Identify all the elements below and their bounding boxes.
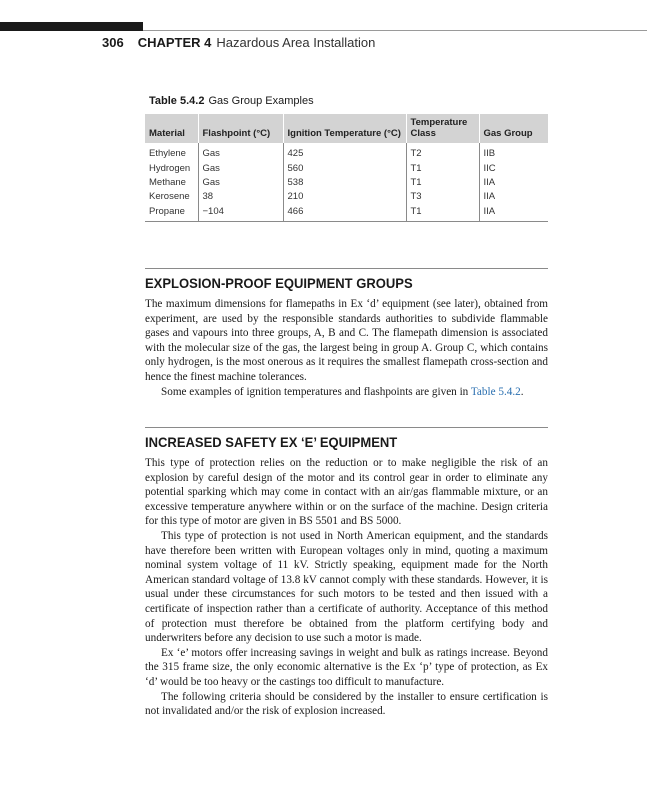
paragraph (145, 385, 548, 400)
running-head (102, 35, 375, 50)
table-header-row (145, 114, 548, 143)
table-cell: Gas (198, 176, 283, 190)
column-header: Gas Group (479, 114, 548, 143)
page-number: 306 (102, 35, 124, 50)
table-cell: IIB (479, 143, 548, 161)
table-cell: T2 (406, 143, 479, 161)
paragraph: Ex ‘e’ motors offer increasing savings in weight and bulk as ratings increase. Beyond the 315 frame size, the only economic alternative is the Ex ‘p’ type of protection, as Ex ‘d’ would be too heavy or the castings too difficult to manufacture. (145, 646, 548, 688)
column-header: Flashpoint (°C) (198, 114, 283, 143)
table-caption-title: Gas Group Examples (208, 95, 314, 107)
section-heading: EXPLOSION-PROOF EQUIPMENT GROUPS (145, 275, 413, 291)
chapter-label: CHAPTER 4 (137, 35, 212, 50)
table-reference-link[interactable]: Table 5.4.2 (470, 385, 521, 398)
header-bar (0, 22, 143, 31)
table-cell: T1 (406, 205, 479, 222)
paragraph: This type of protection relies on the reduction or to make negligible the risk of an explosion by careful design of the motor and its control gear in order to eliminate any potential sparking which may come in contact with an air/gas flammable mixture, or an excessive temperature anywhere within or on the surface of the machine. Design criteria for this type of motor are given in BS 5501 and BS 5000. (145, 457, 548, 528)
table-cell: Ethylene (149, 148, 186, 160)
table-cell: T1 (406, 161, 479, 175)
header-rule (143, 30, 647, 31)
table-row (145, 205, 548, 222)
table-cell: Kerosene (149, 191, 190, 203)
column-header: Temperature Class (406, 114, 479, 143)
paragraph: The following criteria should be considered by the installer to ensure certification is not invalidated and/or the risk of explosion increased. (145, 690, 548, 718)
chapter-title: Hazardous Area Installation (216, 35, 376, 50)
table-cell: 38 (198, 190, 283, 204)
table-cell: Gas (198, 143, 283, 161)
table-caption (149, 95, 314, 107)
table-cell: IIA (479, 176, 548, 190)
section-rule (145, 268, 548, 269)
table-cell: 560 (283, 161, 406, 175)
table-cell: IIA (479, 190, 548, 204)
table-row (145, 176, 548, 190)
table-cell: IIA (479, 205, 548, 222)
table-cell: 425 (283, 143, 406, 161)
section-rule (145, 427, 548, 428)
table-cell: T1 (406, 176, 479, 190)
paragraph: The maximum dimensions for flamepaths in Ex ‘d’ equipment (see later), obtained from experiment, are used by the responsible standards authorities to subdivide flammable gases and vapours into three groups, A, B and C. The flamepath dimension is associated with the molecular size of the gas, the largest being in group A. Group C, which contains only hydrogen, is the most onerous as it requires the smallest flamepath cross-section and hence the finest machine tolerances. (145, 298, 548, 383)
paragraph-end: . (520, 385, 524, 398)
paragraph-text: Some examples of ignition temperatures and flashpoints are given in (161, 385, 471, 398)
section-explosion-proof (145, 268, 548, 399)
table-cell: 210 (283, 190, 406, 204)
table-cell: 538 (283, 176, 406, 190)
table-cell: T3 (406, 190, 479, 204)
table-cell: Propane (145, 205, 198, 222)
column-header: Ignition Temperature (°C) (283, 114, 406, 143)
paragraph: This type of protection is not used in North American equipment, and the standards have therefore been written with European voltages only in mind, quoting a maximum nominal system voltage of 11 kV. Strictly speaking, equipment made for the North American standard voltage of 13.8 kV cannot comply with these standards. However, it is usual under these circumstances for such motors to be tested and then issued with a certificate of inspection rather than a certificate of authority. Acceptance of this method of protection must therefore be obtained from the platform certifying body and underwriters before any decision to use such a motor is made. (145, 529, 548, 645)
section-heading: INCREASED SAFETY EX ‘E’ EQUIPMENT (145, 434, 398, 450)
table-cell: −104 (198, 205, 283, 222)
table-caption-number: Table 5.4.2 (149, 95, 205, 107)
table-row (145, 190, 548, 204)
gas-group-table (145, 114, 548, 222)
column-header: Material (145, 114, 198, 143)
table-cell: Gas (198, 161, 283, 175)
table-cell: Hydrogen (149, 162, 191, 174)
table-cell: IIC (479, 161, 548, 175)
table-cell: Methane (149, 176, 186, 188)
table-row (145, 161, 548, 175)
section-increased-safety (145, 427, 548, 719)
table-cell: 466 (283, 205, 406, 222)
table-row (145, 143, 548, 161)
